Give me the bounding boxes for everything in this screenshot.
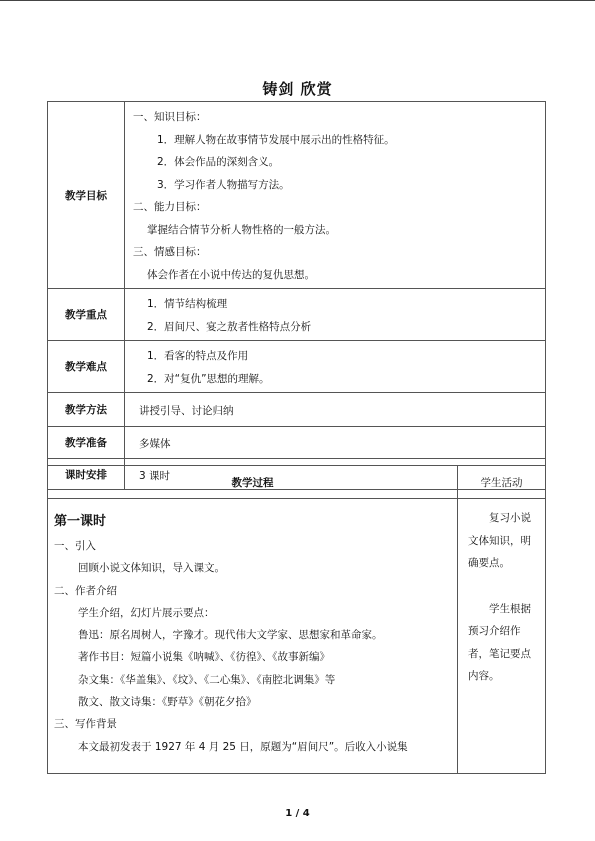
- process-line: 回顾小说文体知识，导入课文。: [78, 562, 225, 575]
- row-label-schedule: 课时安排: [48, 459, 125, 490]
- goals-line: 1．理解人物在故事情节发展中展示出的性格特征。: [157, 133, 395, 146]
- process-line: 著作书目：短篇小说集《呐喊》、《彷徨》、《故事新编》: [78, 651, 330, 664]
- goals-line: 一、知识目标：: [133, 111, 207, 123]
- process-header: 教学过程: [48, 466, 458, 499]
- method-text: 讲授引导、讨论归纳: [139, 405, 234, 417]
- row-label-prep: 教学准备: [48, 427, 125, 459]
- process-line: 三、写作背景: [54, 718, 117, 731]
- process-line: 二、作者介绍: [54, 584, 117, 597]
- goals-row: [48, 102, 546, 289]
- student-activity-content: [458, 499, 545, 688]
- schedule-text: 3 课时: [139, 469, 171, 482]
- student-activity-item: 学生根据预习介绍作者，笔记要点内容。: [468, 602, 531, 682]
- goals-content: [125, 102, 545, 288]
- info-table: [47, 101, 546, 490]
- row-label-difficult: 教学难点: [48, 341, 125, 393]
- method-row: [48, 393, 546, 427]
- goals-line: 2．体会作品的深刻含义。: [157, 156, 280, 168]
- process-line: 一、引入: [54, 540, 96, 552]
- prep-row: [48, 427, 546, 459]
- page-number: 1 / 4: [285, 808, 310, 819]
- key-line: 2．眉间尺、宴之敖者性格特点分析: [147, 320, 312, 333]
- row-label-key: 教学重点: [48, 289, 125, 341]
- goals-line: 掌握结合情节分析人物性格的一般方法。: [147, 223, 336, 236]
- process-line: 鲁迅：原名周树人，字豫才。现代伟大文学家、思想家和革命家。: [78, 629, 383, 642]
- prep-text: 多媒体: [139, 438, 171, 450]
- student-activity-item: 复习小说文体知识，明确要点。: [468, 512, 531, 569]
- header-rule: [0, 0, 595, 1]
- goals-line: 二、能力目标：: [133, 201, 207, 213]
- process-line: 本文最初发表于 1927 年 4 月 25 日，原题为“眉间尺”。后收入小说集: [78, 740, 408, 753]
- difficult-line: 2．对“复仇”思想的理解。: [147, 372, 270, 385]
- key-content: [125, 289, 545, 340]
- goals-line: 体会作者在小说中传达的复仇思想。: [147, 268, 315, 281]
- goals-line: 3．学习作者人物描写方法。: [157, 178, 290, 191]
- goals-line: 三、情感目标：: [133, 246, 207, 258]
- row-label-method: 教学方法: [48, 393, 125, 427]
- student-activity-header: 学生活动: [458, 466, 546, 499]
- difficult-line: 1．看客的特点及作用: [147, 350, 249, 362]
- process-header-row: [48, 466, 546, 499]
- process-line: 学生介绍，幻灯片展示要点：: [78, 606, 215, 619]
- process-line: 散文、散文诗集：《野草》《朝花夕拾》: [78, 696, 257, 709]
- difficult-content: [125, 341, 545, 392]
- process-content: [48, 499, 457, 773]
- difficult-row: [48, 341, 546, 393]
- key-row: [48, 289, 546, 341]
- process-body-row: [48, 499, 546, 774]
- lesson-title: 第一课时: [54, 514, 107, 529]
- process-line: 杂文集：《华盖集》、《坟》、《二心集》、《南腔北调集》等: [78, 673, 336, 686]
- page-title: 铸剑 欣赏: [262, 80, 333, 98]
- key-line: 1．情节结构梳理: [147, 298, 228, 310]
- row-label-goals: 教学目标: [48, 102, 125, 289]
- process-table: [47, 465, 546, 774]
